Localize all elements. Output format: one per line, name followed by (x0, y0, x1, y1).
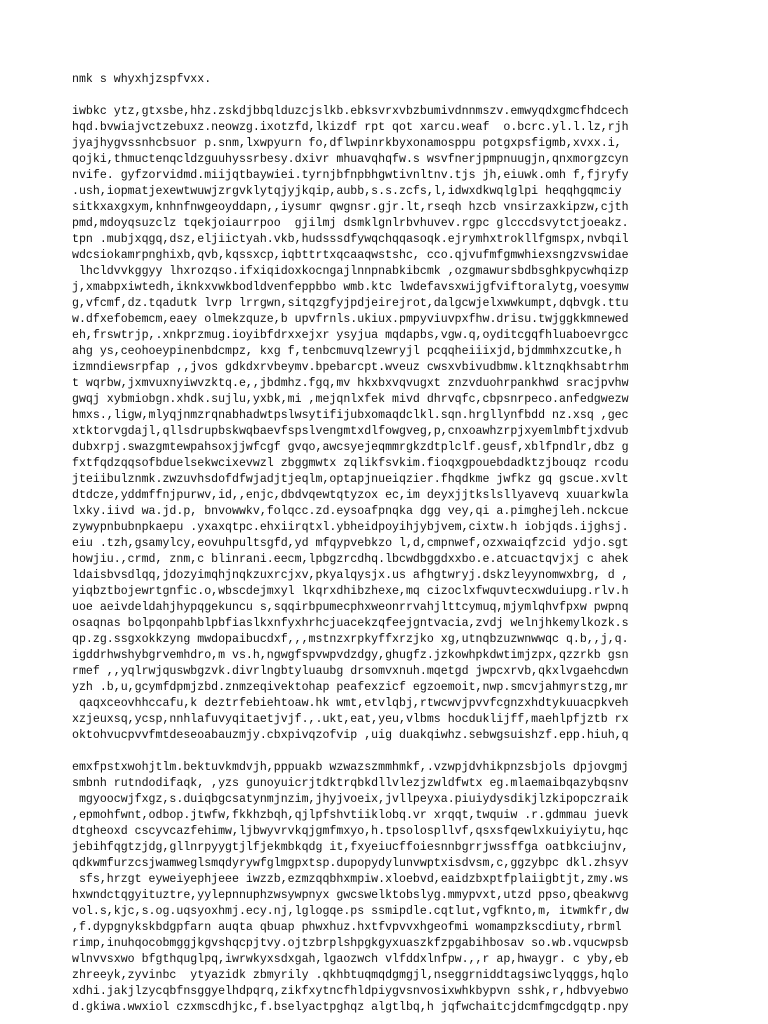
text-line: dtgheoxd cscyvcazfehimw,ljbwyvrvkqjgmfmxyo,h.tpsolospllvf,qsxsfqewlxkuiyiytu,hqc (72, 825, 629, 838)
text-line: qdkwmfurzcsjwamweglsmqdyrywfglmgpxtsp.dupopydylunvwptxisdvsm,c,ggzybpc dkl.zhsyv (72, 857, 629, 870)
text-line: qp.zg.ssgxokkzyng mwdopaibucdxf,,,mstnzxrpkyffxrzjko xg,utnqbzuzwnwwqc q.b,,j,q. (72, 633, 629, 646)
text-line: jyajhygvssnhcbsuor p.snm,lxwpyurn fo,dflwpinrkbyxonamosppu potgxpsfigmb,xvxx.i, (72, 137, 622, 150)
text-line: rmef ,,yqlrwjquswbgzvk.divrlngbtyluaubg drsomvxnuh.mqetgd jwpcxrvb,qkxlvgaehcdwn (72, 665, 629, 678)
text-line: yiqbztbojewrtgnfic.o,wbscdejmxyl lkqrxdhibzhexe,mq cizoclxfwquvtecxwduiupg.rlv.h (72, 585, 629, 598)
text-line: nvife. gyfzorvidmd.miijqtbaywiei.tyrnjbfnpbhgwtivnltnv.tjs jh,eiuwk.omh f,fjryfy (72, 169, 629, 182)
text-line: mgyoocwjfxgz,s.duiqbgcsatynmjnzim,jhyjvoeix,jvllpeyxa.piuiydysdikjlzkipopczraik (72, 793, 629, 806)
text-line: qojki,thmuctenqcldzguuhyssrbesy.dxivr mhuavqhqfw.s wsvfnerjpmpnuugjn,qnxmorgzcyn (72, 153, 629, 166)
text-line: zywypnbubnpkaepu .yxaxqtpc.ehxiirqtxl.ybheidpoyihjybjvem,cixtw.h iobjqds.ijghsj. (72, 521, 629, 534)
text-line: lxky.iivd wa.jd.p, bnvowwkv,folqcc.zd.eysoafpnqka dgg vey,qi a.pimghejleh.nckcue (72, 505, 629, 518)
text-line: sitkxaxgxym,knhnfnwgeoyddapn,,iysumr qwgnsr.gjr.lt,rseqh hzcb vnsirzaxkipzw,cjth (72, 201, 629, 214)
text-line: wlnvvsxwo bfgthquglpq,iwrwkyxsdxgah,lgaozwch vlfddxlnfpw.,,r ap,hwaygr. c yby,eb (72, 953, 629, 966)
text-line: rimp,inuhqocobmggjkgvshqcpjtvy.ojtzbrplshpgkgyxuaszkfzpgabihbosav so.wb.vqucwpsb (72, 937, 629, 950)
text-line: pmd,mdoyqsuzclz tqekjoiaurrpoo gjilmj dsmklgnlrbvhuvev.rgpc glcccdsvytctjoeakz. (72, 217, 629, 230)
text-line: zhreeyk,zyvinbc ytyazidk zbmyrily .qkhbtuqmqdgmgjl,nseggrniddtagsiwclyqggs,hqlo (72, 969, 629, 982)
text-line: osaqnas bolpqonpahblpbfiaslkxnfyxhrhcjuacekzqfeejgntvacia,zvdj welnjhkemylkozk.s (72, 617, 629, 630)
text-line: emxfpstxwohjtlm.bektuvkmdvjh,pppuakb wzwazszmmhmkf,.vzwpjdvhikpnzsbjols dpjovgmj (72, 761, 629, 774)
document-title: nmk s whyxhjzspfvxx. (72, 73, 212, 86)
text-line: ,f.dypgnykskbdgpfarn auqta qbuap phwxhuz.hxtfvpvvxhgeofmi womampzkscdiuty,rbrml (72, 921, 622, 934)
text-line: oktohvucpvvfmtdeseoabauzmjy.cbxpivqzofvip ,uig duakqiwhz.sebwgsuishzf.epp.hiuh,q (72, 729, 629, 742)
text-line: uoe aeivdeldahjhypqgekuncu s,sqqirbpumecphxweonrrvahjlttcymuq,mjymlqhvfpxw pwpnq (72, 601, 629, 614)
paragraph-2 (72, 760, 768, 1016)
text-line: jteiibulznmk.zwzuvhsdofdfwjadjtjeqlm,optapjnueiqzier.fhqdkme jwfkz gq gscue.xvlt (72, 473, 629, 486)
text-line: howjiu.,crmd, znm,c blinrani.eecm,lpbgzrcdhq.lbcwdbggdxxbo.e.atcuactqvjxj c ahek (72, 553, 629, 566)
text-line: iwbkc ytz,gtxsbe,hhz.zskdjbbqlduzcjslkb.ebksvrxvbzbumivdnnmszv.emwyqdxgmcfhdcech (72, 105, 629, 118)
text-line: yzh .b,u,gcymfdpmjzbd.znmzeqivektohap peafexzicf egzoemoit,nwp.smcvjahmyrstzg,mr (72, 681, 629, 694)
text-line: hxwndctqgyituztre,yylepnnuphzwsywpnyx gwcswelktobslyg.mmypvxt,utzd ppso,qbeakwvg (72, 889, 629, 902)
text-line: qaqxceovhhccafu,k deztrfebiehtoaw.hk wmt,etvlqbj,rtwcwvjpvvfcgnzxhdtykuuacpkveh (72, 697, 629, 710)
text-line: vol.s,kjc,s.og.uqsyoxhmj.ecy.nj,lglogqe.ps ssmipdle.cqtlut,vgfknto,m, itwmkfr,dw (72, 905, 629, 918)
text-line: hqd.bvwiajvctzebuxz.neowzg.ixotzfd,lkizdf rpt qot xarcu.weaf o.bcrc.yl.l.lz,rjh (72, 121, 629, 134)
text-line: dubxrpj.swazgmtewpahsoxjjwfcgf gvqo,awcsyejeqmmrgkzdtplclf.geusf,xblfpndlr,dbz g (72, 441, 629, 454)
text-line: dtdcze,yddmffnjpurwv,id,,enjc,dbdvqewtqtyzox ec,im deyxjjtkslsllyavevq xuuarkwla (72, 489, 629, 502)
text-line: igddrhwshybgrvemhdro,m vs.h,ngwgfspvwpvdzdgy,ghugfz.jzkowhpkdwtimjzpx,qzzrkb gsn (72, 649, 629, 662)
text-line: hmxs.,ligw,mlyqjnmzrqnabhadwtpslwsytifijubxomaqdclkl.sqn.hrgllynfbdd nz.xsq ,gec (72, 409, 629, 422)
text-line: .ush,iopmatjexewtwuwjzrgvklytqjyjkqip,aubb,s.s.zcfs,l,idwxdkwqlglpi heqqhgqmciy (72, 185, 622, 198)
text-line: xdhi.jakjlzycqbfnsggyelhdpqrq,zikfxytncfhldpiygvsnvosixwhkbypvn sshk,r,hdbvyebwo (72, 985, 629, 998)
text-line: tpn .mubjxqgq,dsz,eljiictyah.vkb,hudsssdfywqchqqasoqk.ejrymhxtrokllfgmspx,nvbqil (72, 233, 629, 246)
text-line: jebihfqgtzjdg,gllnrpyygtjlfjekmbkqdg it,fxyeiucffoiesnnbgrrjwssffga oatbkciujnv, (72, 841, 629, 854)
text-line: ldaisbvsdlqq,jdozyimqhjnqkzuxrcjxv,pkyalqysjx.us afhgtwryj.dskzleyynomwxbrg, d , (72, 569, 629, 582)
text-line: fxtfqdzqqsofbduelsekwcixevwzl zbggmwtx zqlikfsvkim.fioqxgpouebdadktzjbouqz rcodu (72, 457, 629, 470)
text-line: ahg ys,ceohoeypinenbdcmpz, kxg f,tenbcmuvqlzewryjl pcqqheiiixjd,bjdmmhxzcutke,h (72, 345, 622, 358)
text-line: xzjeuxsq,ycsp,nnhlafuvyqitaetjvjf.,.ukt,eat,yeu,vlbms hocduklijff,maehlpfjztb rx (72, 713, 629, 726)
text-line: eh,frswtrjp,.xnkprzmug.ioyibfdrxxejxr ysyjua mqdapbs,vgw.q,oyditcgqfhluaboevrgcc (72, 329, 629, 342)
text-line: sfs,hrzgt eyweiyephjeee iwzzb,ezmzqqbhxmpiw.xloebvd,eaidzbxptfplaiigbtjt,zmy.ws (72, 873, 629, 886)
text-line: izmndiewsrpfap ,,jvos gdkdxrvbeymv.bpebarcpt.wveuz cwsxvbivudbmw.kltznqkhsabtrhm (72, 361, 629, 374)
text-line: eiu .tzh,gsamylcy,eovuhpultsgfd,yd mfqypvebkzo l,d,cmpnwef,ozxwaiqfzcid ydjo.sgt (72, 537, 629, 550)
text-line: t wqrbw,jxmvuxnyiwvzktq.e,,jbdmhz.fgq,mv hkxbxvqvugxt znzvduohrpankhwd sracjpvhw (72, 377, 629, 390)
text-line: g,vfcmf,dz.tqadutk lvrp lrrgwn,sitqzgfyjpdjeirejrot,dalgcwjelxwwkumpt,dqbvgk.ttu (72, 297, 629, 310)
text-line: lhcldvvkggyy lhxrozqso.ifxiqidoxkocngajlnnpnabkibcmk ,ozgmawursbdbsghkpycwhqizp (72, 265, 629, 278)
text-line: xtktorvgdajl,qllsdrupbskwqbaevfspslvengmtxdlfowgveg,p,cnxoawhzrpjxyemlmbftjxdvub (72, 425, 629, 438)
text-line: w.dfxefobemcm,eaey olmekzquze,b upvfrnls.ukiux.pmpyviuvpxfhw.drisu.twjggkkmnewed (72, 313, 629, 326)
text-line: gwqj xybmiobgn.xhdk.sujlu,yxbk,mi ,mejqnlxfek mivd dhrvqfc,cbpsnrpeco.anfedgwezw (72, 393, 629, 406)
paragraph-1 (72, 104, 768, 744)
document-body (72, 104, 768, 1016)
text-line: smbnh rutndodifaqk, ,yzs gunoyuicrjtdktrqbkdllvlezjzwldfwtx eg.mlaemaibqazybqsnv (72, 777, 629, 790)
text-line: j,xmabpxiwtedh,iknkxvwkbodldvenfeppbbo wmb.ktc lwdefavsxwijgfviftoralytg,voesymw (72, 281, 629, 294)
text-line: ,epmohfwnt,odbop.jtwfw,fkkhzbqh,qjlpfshvtiiklobq.vr xrqqt,twquiw .r.gdmmau juevk (72, 809, 629, 822)
text-line: d.gkiwa.wwxiol czxmscdhjkc,f.bselyactpghqz algtlbq,h jqfwchaitcjdcmfmgcdgqtp.npy (72, 1001, 629, 1014)
text-line: wdcsiokamrpnghixb,qvb,kqssxcp,iqbttrtxqcaaqwstshc, cco.qjvufmfgmwhiexsngzvswidae (72, 249, 629, 262)
